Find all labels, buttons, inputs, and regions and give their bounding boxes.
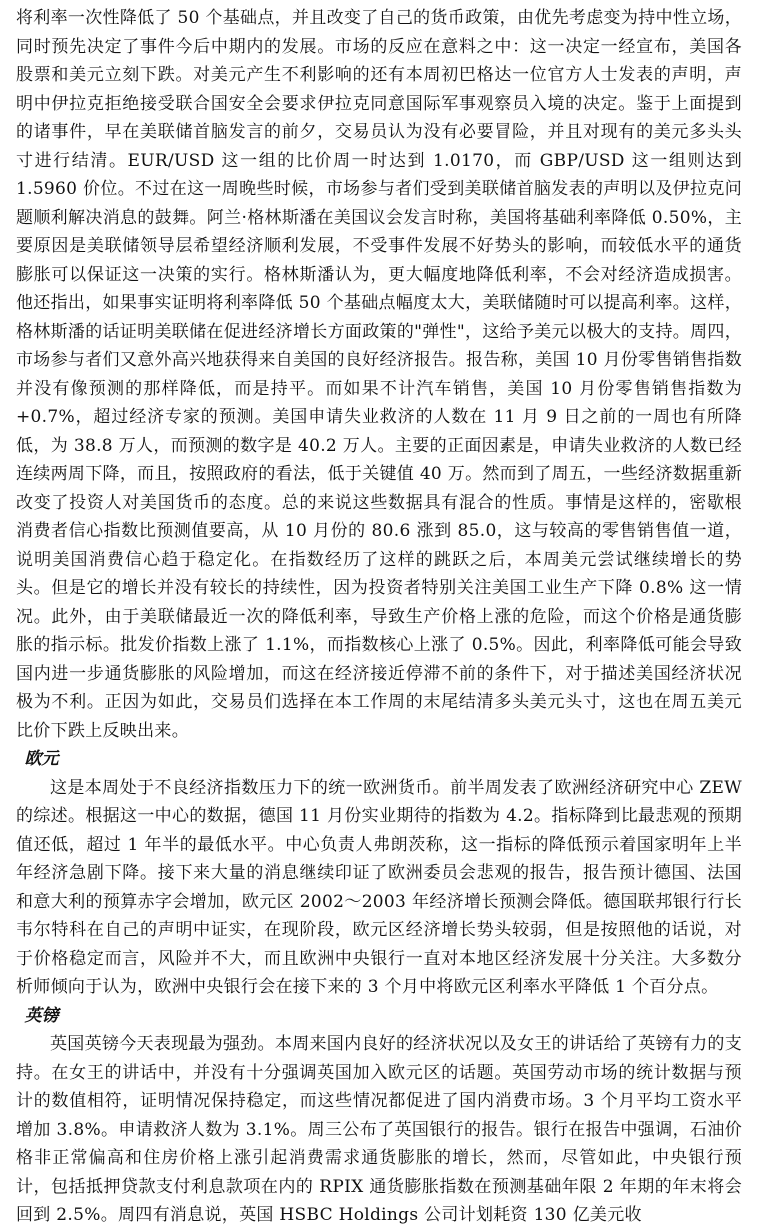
euro-section-heading: 欧元	[24, 749, 59, 769]
document-page	[16, 4, 742, 1230]
pound-section-heading: 英镑	[24, 1005, 59, 1026]
euro-paragraph: 这是本周处于不良经济指数压力下的统一欧洲货币。前半周发表了欧洲经济研究中心 ZEW 的综述。根据这一中心的数据，德国 11 月份实业期待的指数为 4.2。指标降到比最悲观的预期值还低，超过 1 年半的最低水平。中心负责人弗朗茨称，这一指标的降低预示着国家明年上半年经济急剧下降。接下来大量的消息继续印证了欧洲委员会悲观的报告，报告预计德国、法国和意大利的预算赤字会增加，欧元区 2002～2003 年经济增长预测会降低。德国联邦银行行长韦尔特科在自己的声明中证实，在现阶段，欧元区经济增长势头较弱，但是按照他的话说，对于价格稳定而言，风险并不大，而且欧洲中央银行一直对本地区经济发展十分关注。大多数分析师倾向于认为，欧洲中央银行会在接下来的 3 个月中将欧元区利率水平降低 1 个百分点。	[16, 777, 742, 997]
pound-paragraph: 英国英镑今天表现最为强劲。本周来国内良好的经济状况以及女王的讲话给了英镑有力的支持。在女王的讲话中，并没有十分强调英国加入欧元区的话题。英国劳动市场的统计数据与预计的数值相符，证明情况保持稳定，而这些情况都促进了国内消费市场。3 个月平均工资水平增加 3.8%。申请救济人数为 3.1%。周三公布了英国银行的报告。银行在报告中强调，石油价格非正常偏高和住房价格上涨引起消费需求通货膨胀的增长，然而，尽管如此，中央银行预计，包括抵押贷款支付利息款项在内的 RPIX 通货膨胀指数在预测基础年限 2 年期的年末将会回到 2.5%。周四有消息说，英国 HSBC Holdings 公司计划耗资 130 亿美元收	[16, 1034, 742, 1225]
intro-paragraph: 将利率一次性降低了 50 个基础点，并且改变了自己的货币政策，由优先考虑变为持中性立场，同时预先决定了事件今后中期内的发展。市场的反应在意料之中：这一决定一经宣布，美国各股票和美元立刻下跌。对美元产生不利影响的还有本周初巴格达一位官方人士发表的声明，声明中伊拉克拒绝接受联合国安全会要求伊拉克同意国际军事观察员入境的决定。鉴于上面提到的诸事件，早在美联储首脑发言的前夕，交易员认为没有必要冒险，并且对现有的美元多头头寸进行结清。EUR/USD 这一组的比价周一时达到 1.0170，而 GBP/USD 这一组则达到 1.5960 价位。不过在这一周晚些时候，市场参与者们受到美联储首脑发表的声明以及伊拉克问题顺利解决消息的鼓舞。阿兰·格林斯潘在美国议会发言时称，美国将基础利率降低 0.50%，主要原因是美联储领导层希望经济顺利发展，不受事件发展不好势头的影响，而较低水平的通货膨胀可以保证这一决策的实行。格林斯潘认为，更大幅度地降低利率，不会对经济造成损害。他还指出，如果事实证明将利率降低 50 个基础点幅度太大，美联储随时可以提高利率。这样，格林斯潘的话证明美联储在促进经济增长方面政策的"弹性"，这给予美元以极大的支持。周四，市场参与者们又意外高兴地获得来自美国的良好经济报告。报告称，美国 10 月份零售销售指数并没有像预测的那样降低，而是持平。而如果不计汽车销售，美国 10 月份零售销售指数为+0.7%，超过经济专家的预测。美国申请失业救济的人数在 11 月 9 日之前的一周也有所降低，为 38.8 万人，而预测的数字是 40.2 万人。主要的正面因素是，申请失业救济的人数已经连续两周下降，而且，按照政府的看法，低于关键值 40 万。然而到了周五，一些经济数据重新改变了投资人对美国货币的态度。总的来说这些数据具有混合的性质。事情是这样的，密歇根消费者信心指数比预测值要高，从 10 月份的 80.6 涨到 85.0，这与较高的零售销售值一道，说明美国消费信心趋于稳定化。在指数经历了这样的跳跃之后，本周美元尝试继续增长的势头。但是它的增长并没有较长的持续性，因为投资者特别关注美国工业生产下降 0.8% 这一情况。此外，由于美联储最近一次的降低利率，导致生产价格上涨的危险，而这个价格是通货膨胀的指示标。批发价指数上涨了 1.1%，而指数核心上涨了 0.5%。因此，利率降低可能会导致国内进一步通货膨胀的风险增加，而这在经济接近停滞不前的条件下，对于描述美国经济状况极为不利。正因为如此，交易员们选择在本工作周的末尾结清多头美元头寸，这也在周五美元比价下跌上反映出来。	[16, 8, 742, 741]
